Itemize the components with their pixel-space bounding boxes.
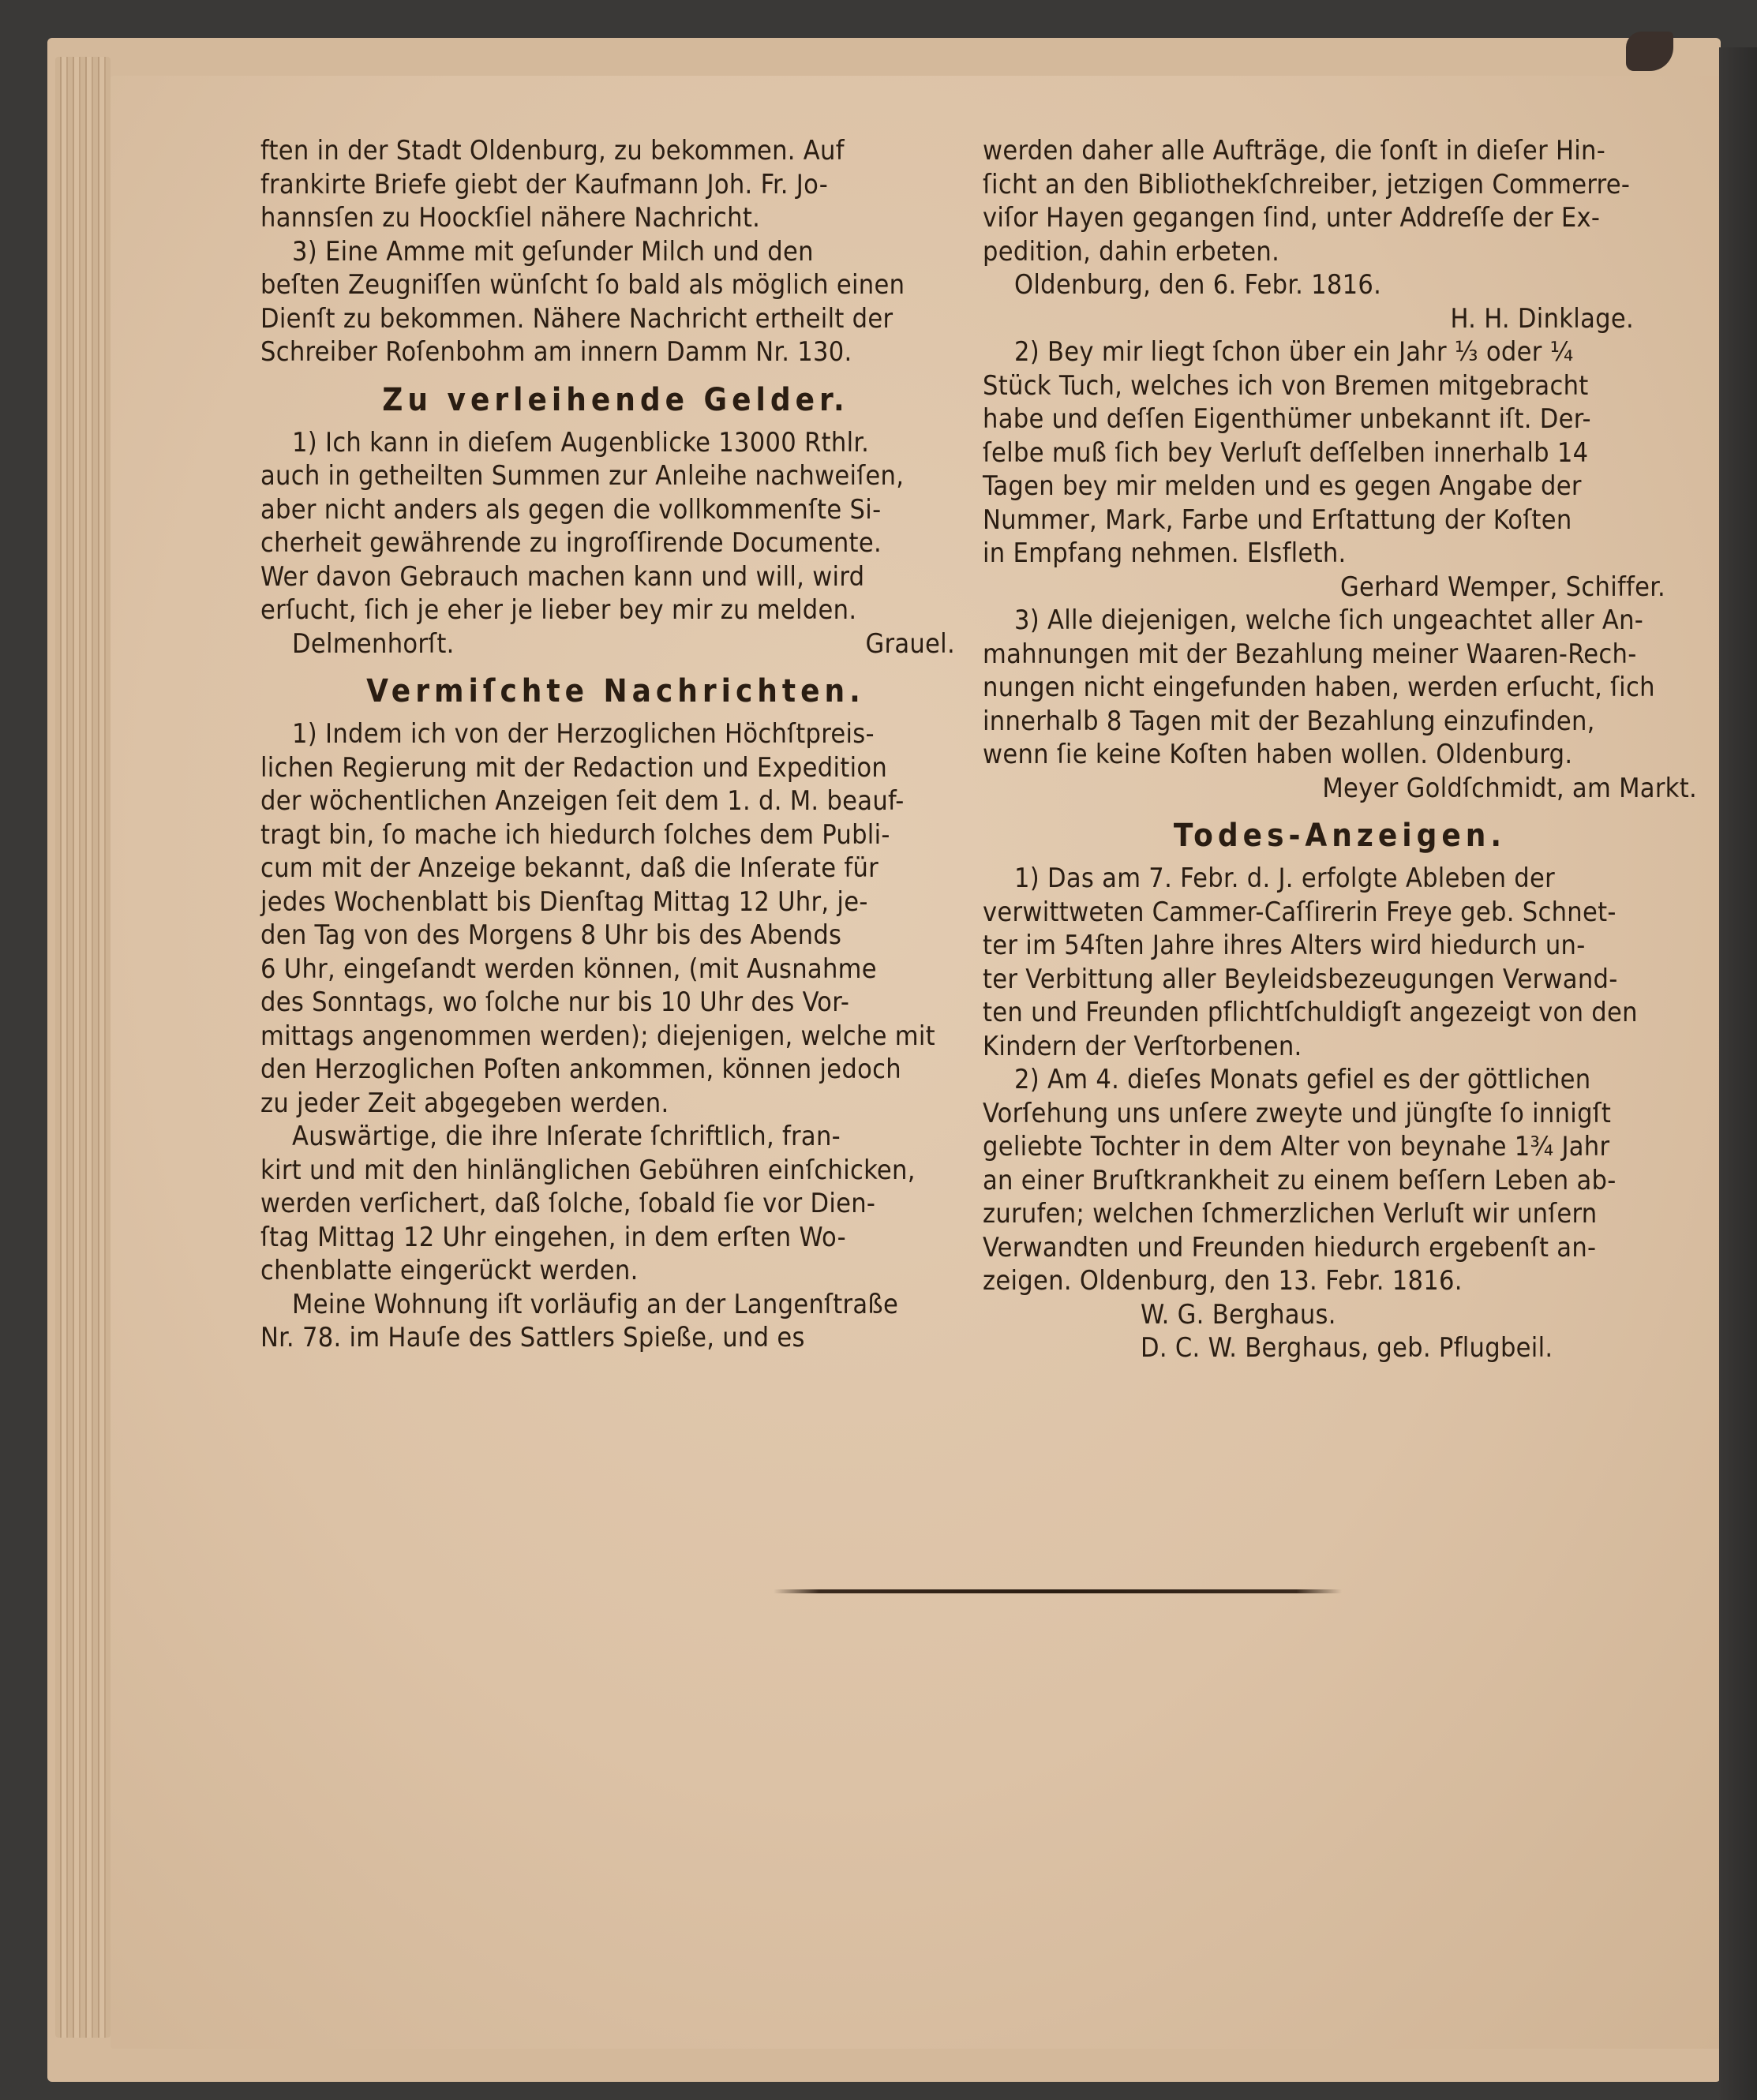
text-line: zurufen; welchen ſchmerzlichen Verluſt wir unſern bbox=[983, 1198, 1598, 1230]
background-right bbox=[1719, 47, 1757, 2100]
page-edges bbox=[55, 57, 111, 2038]
text-line: ter im 54ſten Jahre ihres Alters wird hiedurch un- bbox=[983, 930, 1586, 961]
signer-name: Gerhard Wemper, Schiffer. bbox=[1340, 571, 1665, 603]
text-line: den Herzoglichen Poſten ankommen, können jedoch bbox=[260, 1054, 901, 1085]
text-line: 2) Am 4. dieſes Monats gefiel es der göttlichen bbox=[1014, 1064, 1591, 1095]
text-line: 3) Alle diejenigen, welche ſich ungeachtet aller An- bbox=[1014, 605, 1644, 636]
text-line: cum mit der Anzeige bekannt, daß die Inſerate für bbox=[260, 852, 879, 884]
text-line: Kindern der Verſtorbenen. bbox=[983, 1030, 1302, 1062]
signer-name: D. C. W. Berghaus, geb. Pflugbeil. bbox=[1141, 1332, 1553, 1364]
text-line: lichen Regierung mit der Redaction und Expedition bbox=[260, 751, 888, 784]
text-line: in Empfang nehmen. Elsfleth. bbox=[983, 537, 1347, 569]
text-line: ſicht an den Bibliothekſchreiber, jetzigen Commerre- bbox=[983, 168, 1631, 200]
text-line: Meine Wohnung iſt vorläufig an der Langenſtraße bbox=[292, 1288, 899, 1320]
text-line: Verwandten und Freunden hiedurch ergebenſt an- bbox=[983, 1231, 1597, 1263]
signer-name: Meyer Goldſchmidt, am Markt. bbox=[1322, 772, 1697, 804]
text-line: aber nicht anders als gegen die vollkommenſte Si- bbox=[260, 493, 882, 526]
text-line: ſelbe muß ſich bey Verluſt deſſelben innerhalb 14 bbox=[983, 436, 1589, 469]
text-line: der wöchentlichen Anzeigen ſeit dem 1. d. M. beauf- bbox=[260, 785, 905, 817]
text-line: tragt bin, ſo mache ich hiedurch ſolches dem Publi- bbox=[260, 818, 890, 851]
paragraph-amme bbox=[260, 235, 971, 369]
text-line: des Sonntags, wo ſolche nur bis 10 Uhr des Vor- bbox=[260, 986, 850, 1018]
text-line: ften in der Stadt Oldenburg, zu bekommen. Auf bbox=[260, 135, 845, 167]
text-line: ten und Freunden pflichtſchuldigſt angezeigt von den bbox=[983, 997, 1638, 1028]
left-column bbox=[260, 134, 971, 1355]
text-line: Wer davon Gebrauch machen kann und will, wird bbox=[260, 560, 865, 593]
text-line: Vorſehung uns unſere zweyte und jüngſte ſo innigſt bbox=[983, 1097, 1612, 1129]
text-line: habe und deſſen Eigenthümer unbekannt iſt. Der- bbox=[983, 403, 1591, 435]
section-heading-gelder: Zu verleihende Gelder. bbox=[382, 381, 849, 418]
text-line: Nr. 78. im Hauſe des Sattlers Spieße, und es bbox=[260, 1322, 805, 1353]
text-line: ſtag Mittag 12 Uhr eingehen, in dem erſten Wo- bbox=[260, 1221, 846, 1253]
paragraph-rechnungen bbox=[983, 604, 1697, 805]
text-line: erſucht, ſich je eher je lieber bey mir zu melden. bbox=[260, 594, 857, 626]
text-line: pedition, dahin erbeten. bbox=[983, 235, 1280, 268]
text-line: kirt und mit den hinlänglichen Gebühren einſchicken, bbox=[260, 1154, 916, 1186]
text-line: 1) Das am 7. Febr. d. J. erfolgte Ableben der bbox=[1014, 863, 1555, 894]
text-line: chenblatte eingerückt werden. bbox=[260, 1255, 639, 1286]
text-line: nungen nicht eingefunden haben, werden erſucht, ſich bbox=[983, 672, 1655, 703]
text-line: Stück Tuch, welches ich von Bremen mitgebracht bbox=[983, 369, 1589, 402]
paragraph-auftraege bbox=[983, 134, 1697, 335]
text-line: auch in getheilten Summen zur Anleihe nachweiſen, bbox=[260, 460, 905, 492]
text-line: werden verſichert, daß ſolche, ſobald ſie vor Dien- bbox=[260, 1188, 876, 1219]
text-line: 1) Indem ich von der Herzoglichen Höchſtpreis- bbox=[292, 718, 875, 750]
text-line: wenn ſie keine Koſten haben wollen. Oldenburg. bbox=[983, 739, 1573, 770]
signer-name: W. G. Berghaus. bbox=[1141, 1298, 1336, 1331]
text-line: zeigen. Oldenburg, den 13. Febr. 1816. bbox=[983, 1265, 1463, 1297]
text-line: mittags angenommen werden); diejenigen, welche mit bbox=[260, 1020, 935, 1052]
text-line: beſten Zeugniſſen wünſcht ſo bald als möglich einen bbox=[260, 269, 905, 301]
text-line: den Tag von des Morgens 8 Uhr bis des Abends bbox=[260, 919, 842, 951]
paragraph-tuch bbox=[983, 335, 1697, 604]
text-line: Nummer, Mark, Farbe und Erſtattung der Koſten bbox=[983, 503, 1572, 536]
paragraph-tochter bbox=[983, 1063, 1697, 1365]
text-line: frankirte Briefe giebt der Kaufmann Joh. Fr. Jo- bbox=[260, 168, 829, 200]
dateline: Oldenburg, den 6. Febr. 1816. bbox=[1014, 269, 1382, 301]
paragraph-contact bbox=[260, 134, 971, 235]
text-line: werden daher alle Aufträge, die ſonſt in dieſer Hin- bbox=[983, 135, 1606, 167]
text-line: ter Verbittung aller Beyleidsbezeugungen Verwand- bbox=[983, 963, 1618, 995]
signer-name: Grauel. bbox=[865, 627, 955, 660]
paragraph-ableben bbox=[983, 862, 1697, 1063]
signer-name: H. H. Dinklage. bbox=[1450, 302, 1634, 335]
text-line: verwittweten Cammer-Caſſirerin Freye geb. Schnet- bbox=[983, 896, 1617, 928]
text-line: geliebte Tochter in dem Alter von beynahe 1¾ Jahr bbox=[983, 1131, 1610, 1162]
text-line: 6 Uhr, eingeſandt werden können, (mit Ausnahme bbox=[260, 953, 877, 985]
text-line: Auswärtige, die ihre Inſerate ſchriftlich, fran- bbox=[292, 1121, 841, 1152]
paragraph-wohnung bbox=[260, 1288, 971, 1355]
right-column bbox=[983, 134, 1697, 1365]
text-line: zu jeder Zeit abgegeben werden. bbox=[260, 1087, 669, 1119]
text-line: Dienſt zu bekommen. Nähere Nachricht ertheilt der bbox=[260, 302, 893, 335]
paragraph-loan bbox=[260, 426, 971, 661]
section-heading-todes: Todes-Anzeigen. bbox=[1173, 818, 1507, 854]
text-line: jedes Wochenblatt bis Dienſtag Mittag 12 Uhr, je- bbox=[260, 885, 868, 918]
text-line: 3) Eine Amme mit geſunder Milch und den bbox=[292, 235, 814, 268]
text-line: Tagen bey mir melden und es gegen Angabe der bbox=[983, 470, 1582, 502]
text-line: hannsſen zu Hoockſiel nähere Nachricht. bbox=[260, 202, 761, 234]
place-name: Delmenhorſt. bbox=[292, 627, 455, 660]
paragraph-auswaertige bbox=[260, 1120, 971, 1288]
text-line: 1) Ich kann in dieſem Augenblicke 13000 Rthlr. bbox=[292, 426, 870, 459]
text-line: Schreiber Roſenbohm am innern Damm Nr. 130. bbox=[260, 336, 852, 368]
signature-row bbox=[260, 627, 971, 661]
paragraph-redaction bbox=[260, 717, 971, 1120]
text-line: viſor Hayen gegangen ſind, unter Addreſſe der Ex- bbox=[983, 202, 1601, 234]
text-line: mahnungen mit der Bezahlung meiner Waaren-Rech- bbox=[983, 638, 1637, 670]
end-rule bbox=[774, 1589, 1342, 1593]
text-line: an einer Bruſtkrankheit zu einem beſſern Leben ab- bbox=[983, 1164, 1617, 1196]
text-line: cherheit gewährende zu ingroſſirende Documente. bbox=[260, 527, 882, 559]
section-heading-vermischte: Vermiſchte Nachrichten. bbox=[366, 673, 865, 709]
text-line: 2) Bey mir liegt ſchon über ein Jahr ⅓ oder ¼ bbox=[1014, 336, 1574, 368]
text-line: innerhalb 8 Tagen mit der Bezahlung einzufinden, bbox=[983, 705, 1595, 737]
